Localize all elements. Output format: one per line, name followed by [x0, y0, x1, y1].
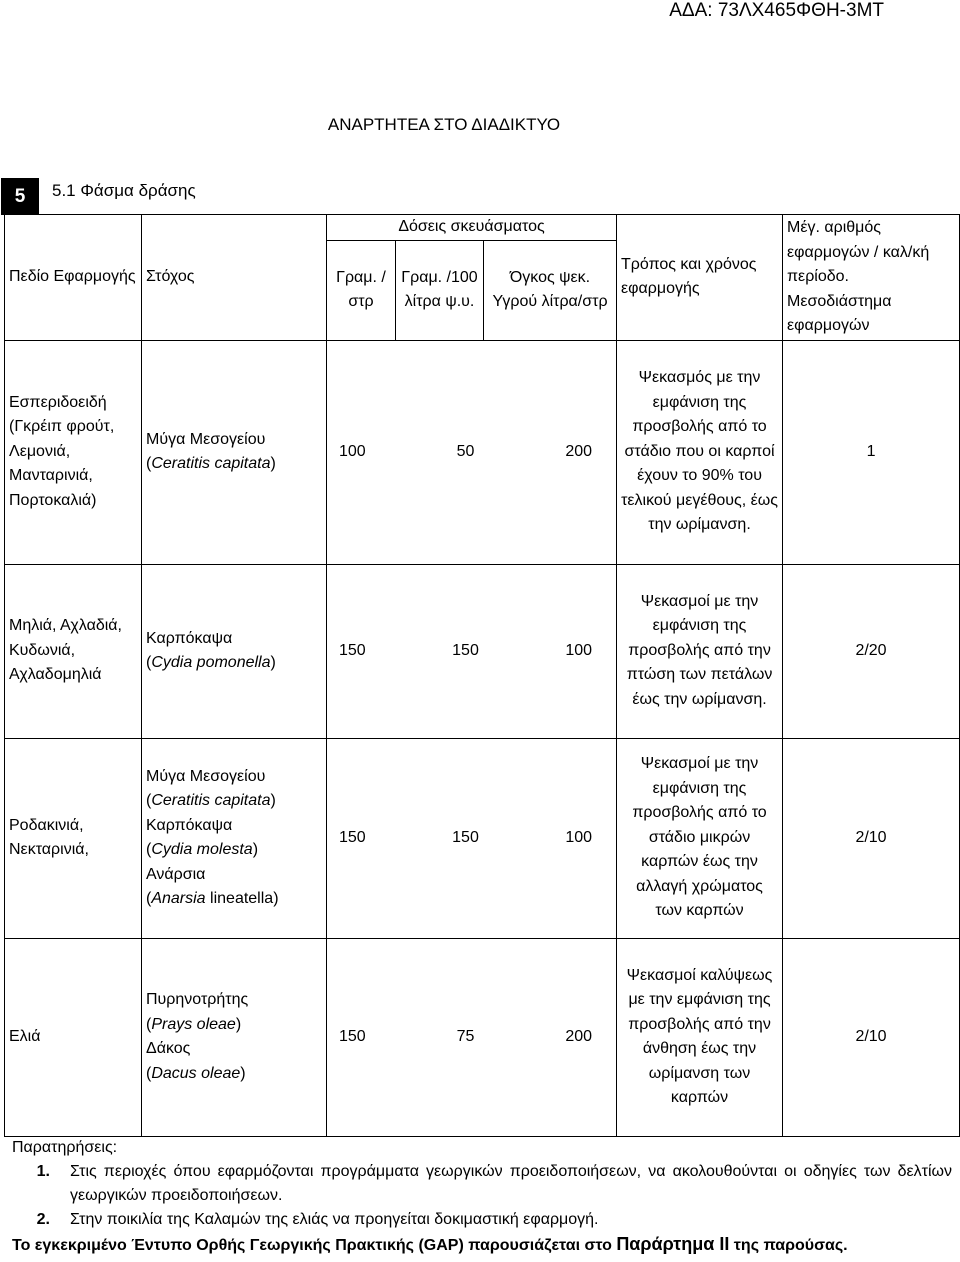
method-cell: Ψεκασμοί με την εμφάνιση της προσβολής από το στάδιο μικρών καρπών έως την αλλαγή χρώματος των καρπών: [617, 738, 783, 938]
header-g-100l: Γραμ. /100 λίτρα ψ.υ.: [396, 240, 484, 340]
header-g-str: Γραμ. /στρ: [327, 240, 396, 340]
header-field: Πεδίο Εφαρμογής: [5, 215, 142, 341]
target-name: Μύγα Μεσογείου: [146, 430, 266, 448]
target-cell: [142, 340, 327, 564]
dose-cell: [327, 738, 617, 938]
dose-volume: 200: [565, 442, 593, 460]
dose-volume: 100: [565, 828, 593, 846]
dose-cell: [327, 340, 617, 564]
note-item: [12, 1160, 952, 1208]
target-latin: (Cydia pomonella): [146, 654, 276, 671]
target-latin: (Cydia molesta): [146, 841, 259, 858]
target-cell: [142, 564, 327, 738]
field-cell: Μηλιά, Αχλαδιά, Κυδωνιά, Αχλαδομηλιά: [5, 564, 142, 738]
dose-g-100l: 150: [452, 641, 479, 659]
dose-g-100l: 75: [456, 1027, 475, 1045]
dose-g-str: 150: [339, 828, 366, 846]
method-cell: Ψεκασμοί με την εμφάνιση της προσβολής από την πτώση των πετάλων έως την ωρίμανση.: [617, 564, 783, 738]
target-name: Δάκος: [146, 1040, 191, 1057]
posting-notice: ΑΝΑΡΤΗΤΕΑ ΣΤΟ ΔΙΑΔΙΚΤΥΟ: [327, 115, 561, 134]
ada-code: ΑΔΑ: 73ΛΧ465ΦΘΗ-3ΜΤ: [669, 0, 884, 21]
table-row: [5, 340, 960, 564]
section-number: 5: [1, 178, 39, 215]
dose-cell: [327, 938, 617, 1136]
dose-cell: [327, 564, 617, 738]
note-number: 1.: [36, 1163, 50, 1180]
table-row: [5, 938, 960, 1136]
table-row: [5, 564, 960, 738]
header-target: Στόχος: [142, 215, 327, 341]
target-latin: (Anarsia lineatella): [146, 890, 279, 907]
notes-section: [12, 1136, 952, 1258]
max-apps-cell: 2/20: [783, 564, 960, 738]
field-cell: Εσπεριδοειδή (Γκρέιπ φρούτ, Λεμονιά, Μανταρινιά, Πορτοκαλιά): [5, 340, 142, 564]
max-apps-cell: 2/10: [783, 738, 960, 938]
section-title: 5.1 Φάσμα δράσης: [52, 181, 196, 200]
header-max-apps: Μέγ. αριθμός εφαρμογών / καλ/κή περίοδο. Μεσοδιάστημα εφαρμογών: [783, 215, 960, 341]
dose-volume: 100: [565, 641, 593, 659]
field-cell: Ροδακινιά, Νεκταρινιά,: [5, 738, 142, 938]
target-latin: (Ceratitis capitata): [146, 792, 276, 809]
target-cell: [142, 938, 327, 1136]
note-text: Στην ποικιλία της Καλαμών της ελιάς να προηγείται δοκιμαστική εφαρμογή.: [70, 1211, 599, 1228]
target-latin: (Ceratitis capitata): [146, 455, 276, 472]
target-name: Μύγα Μεσογείου: [146, 767, 266, 785]
method-cell: Ψεκασμός με την εμφάνιση της προσβολής από το στάδιο που οι καρποί έχουν το 90% του τελικού μεγέθους, έως την ωρίμανση.: [617, 340, 783, 564]
header-doses-group: Δόσεις σκευάσματος: [327, 215, 617, 241]
dose-volume: 200: [565, 1027, 593, 1045]
method-cell: Ψεκασμοί καλύψεως με την εμφάνιση της προσβολής από την άνθηση έως την ωρίμανση των καρπών: [617, 938, 783, 1136]
target-name: Ανάρσια: [146, 865, 206, 883]
header-volume: Όγκος ψεκ. Υγρού λίτρα/στρ: [484, 240, 617, 340]
action-spectrum-table: [4, 214, 960, 1137]
notes-title: Παρατηρήσεις:: [12, 1139, 118, 1156]
target-name: Πυρηνοτρήτης: [146, 991, 249, 1008]
table-row: [5, 738, 960, 938]
target-cell: [142, 738, 327, 938]
dose-g-str: 150: [339, 1027, 366, 1045]
dose-g-100l: 150: [452, 828, 479, 846]
max-apps-cell: 2/10: [783, 938, 960, 1136]
field-cell: Ελιά: [5, 938, 142, 1136]
target-latin: (Prays oleae): [146, 1015, 242, 1033]
note-number: 2.: [36, 1211, 50, 1228]
max-apps-cell: 1: [783, 340, 960, 564]
note-item: [12, 1208, 952, 1232]
header-method: Τρόπος και χρόνος εφαρμογής: [617, 215, 783, 341]
target-name: Καρπόκαψα: [146, 629, 233, 647]
target-latin: (Dacus oleae): [146, 1064, 246, 1082]
dose-g-str: 150: [339, 641, 366, 659]
dose-g-str: 100: [339, 442, 366, 460]
dose-g-100l: 50: [456, 442, 475, 460]
annex-reference: Παράρτημα ΙΙ: [616, 1234, 730, 1254]
gap-statement: Το εγκεκριμένο Έντυπο Ορθής Γεωργικής Πρακτικής (GAP) παρουσιάζεται στο Παράρτημα ΙΙ της παρούσας.: [12, 1234, 848, 1254]
note-text: Στις περιοχές όπου εφαρμόζονται προγράμματα γεωργικών προειδοποιήσεων, να ακολουθούνται οι οδηγίες των δελτίων γεωργικών προειδοποιήσεων.: [70, 1163, 952, 1204]
target-name: Καρπόκαψα: [146, 816, 233, 834]
